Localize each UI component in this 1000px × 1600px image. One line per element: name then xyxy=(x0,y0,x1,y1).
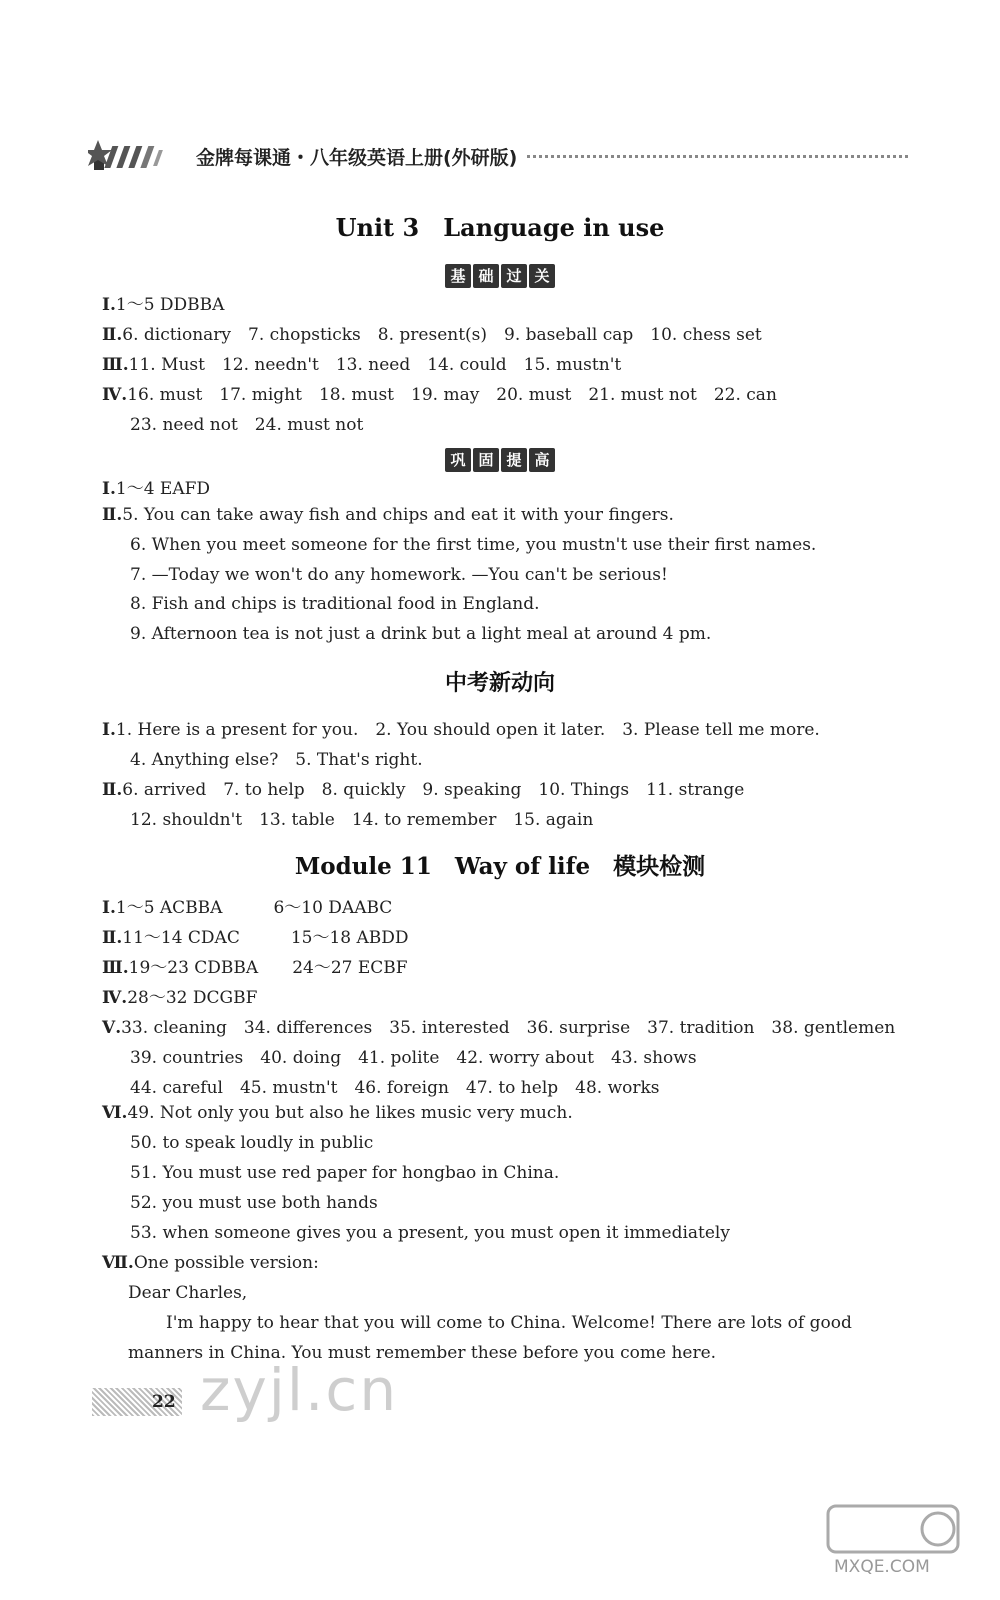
badge-char: 固 xyxy=(473,448,499,472)
answer-line: 4. Anything else? 5. That's right. xyxy=(130,750,423,770)
answer-line: 50. to speak loudly in public xyxy=(130,1133,374,1153)
answer-line: Ⅰ.1～4 EAFD xyxy=(102,479,211,499)
badge-char: 基 xyxy=(445,264,471,288)
answer-line: 51. You must use red paper for hongbao in China. xyxy=(130,1163,560,1183)
module-title: Module 11 Way of life 模块检测 xyxy=(294,853,706,880)
book-logo-icon xyxy=(88,136,188,176)
answer-line: Ⅵ.49. Not only you but also he likes music very much. xyxy=(102,1103,573,1123)
section-heading-exam: 中考新动向 xyxy=(444,671,555,696)
answer-line: Ⅱ.6. arrived 7. to help 8. quickly 9. speaking 10. Things 11. strange xyxy=(102,780,745,800)
answer-line: 53. when someone gives you a present, you must open it immediately xyxy=(130,1223,730,1243)
answer-line: Ⅳ.28～32 DCGBF xyxy=(102,988,258,1008)
page-number: 22 xyxy=(92,1388,182,1416)
stamp-text: MXQE.COM xyxy=(834,1557,930,1577)
page-header xyxy=(88,136,908,176)
answer-line: Ⅴ.33. cleaning 34. differences 35. interested 36. surprise 37. tradition 38. gentlemen xyxy=(102,1018,896,1038)
answer-line: 52. you must use both hands xyxy=(130,1193,378,1213)
answer-line: 9. Afternoon tea is not just a drink but a light meal at around 4 pm. xyxy=(130,624,712,644)
answer-line: Ⅲ.11. Must 12. needn't 13. need 14. could 15. mustn't xyxy=(102,355,622,375)
site-logo-stamp xyxy=(820,1500,970,1580)
letter-body-line: manners in China. You must remember these before you come here. xyxy=(128,1343,717,1363)
answer-line: 7. —Today we won't do any homework. —You can't be serious! xyxy=(130,565,668,585)
unit-title: Unit 3 Language in use xyxy=(335,213,665,242)
answer-line: Ⅰ.1. Here is a present for you. 2. You should open it later. 3. Please tell me more. xyxy=(102,720,820,740)
answer-line: Ⅳ.16. must 17. might 18. must 19. may 20. must 21. must not 22. can xyxy=(102,385,777,405)
section-badge-basic xyxy=(0,264,1000,288)
letter-greeting: Dear Charles, xyxy=(128,1283,248,1303)
answer-line: Ⅱ.5. You can take away fish and chips and eat it with your fingers. xyxy=(102,505,674,525)
answer-line: 23. need not 24. must not xyxy=(130,415,364,435)
answer-line: Ⅱ.11～14 CDAC 15～18 ABDD xyxy=(102,928,409,948)
badge-char: 过 xyxy=(501,264,527,288)
badge-char: 础 xyxy=(473,264,499,288)
answer-line: Ⅶ.One possible version: xyxy=(102,1253,319,1273)
answer-line: 8. Fish and chips is traditional food in England. xyxy=(130,594,540,614)
answer-line: Ⅱ.6. dictionary 7. chopsticks 8. present(s) 9. baseball cap 10. chess set xyxy=(102,325,762,345)
answer-line: 39. countries 40. doing 41. polite 42. worry about 43. shows xyxy=(130,1048,697,1068)
header-title: 金牌每课通・八年级英语上册(外研版) xyxy=(196,146,518,169)
badge-char: 提 xyxy=(501,448,527,472)
section-badge-improve xyxy=(0,448,1000,472)
answer-line: 44. careful 45. mustn't 46. foreign 47. to help 48. works xyxy=(130,1078,660,1098)
badge-char: 巩 xyxy=(445,448,471,472)
letter-body-line: I'm happy to hear that you will come to China. Welcome! There are lots of good xyxy=(166,1313,852,1333)
answer-line: Ⅲ.19～23 CDBBA 24～27 ECBF xyxy=(102,958,408,978)
header-dotted-rule xyxy=(527,155,908,158)
answer-line: 12. shouldn't 13. table 14. to remember 15. again xyxy=(130,810,594,830)
answer-line: Ⅰ.1～5 ACBBA 6～10 DAABC xyxy=(102,898,393,918)
watermark-text: zyjl.cn xyxy=(200,1356,399,1424)
answer-line: 6. When you meet someone for the first time, you mustn't use their first names. xyxy=(130,535,817,555)
badge-char: 高 xyxy=(529,448,555,472)
answer-line: Ⅰ.1～5 DDBBA xyxy=(102,295,225,315)
badge-char: 关 xyxy=(529,264,555,288)
